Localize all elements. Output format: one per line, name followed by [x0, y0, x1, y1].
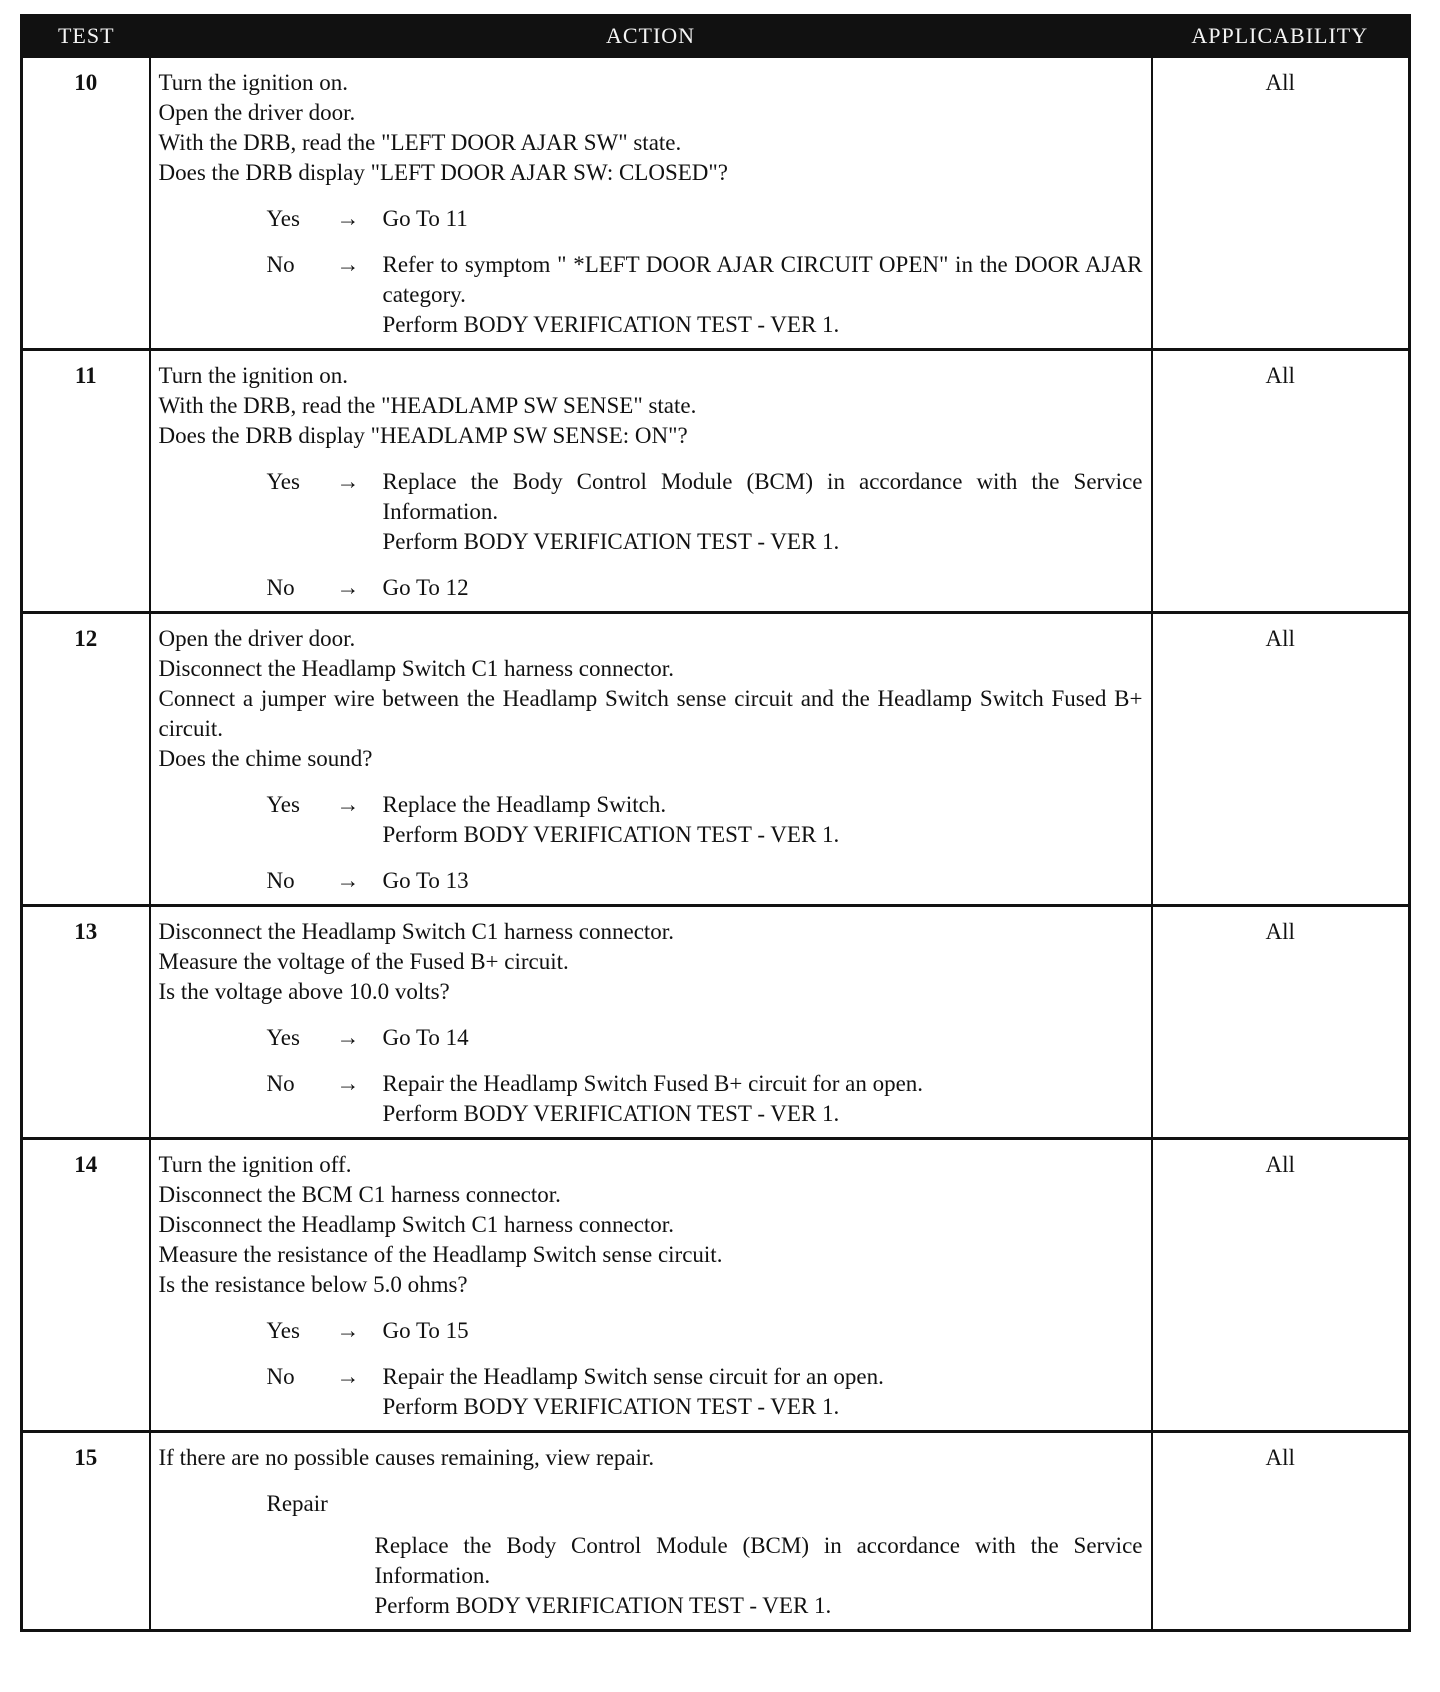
no-branch: [159, 1069, 1143, 1129]
result-line: Repair the Headlamp Switch sense circuit for an open.: [382, 1364, 884, 1389]
arrow-right-icon: →: [336, 1318, 360, 1343]
action-step: Measure the resistance of the Headlamp Switch sense circuit.: [158, 1242, 723, 1267]
table-row: [22, 613, 1410, 906]
action-step: Does the DRB display "LEFT DOOR AJAR SW: CLOSED"?: [158, 160, 729, 185]
action-cell: [150, 1139, 1152, 1432]
applicability-value: All: [1152, 1432, 1410, 1631]
action-step: Disconnect the Headlamp Switch C1 harness connector.: [158, 919, 674, 944]
repair-line: Perform BODY VERIFICATION TEST - VER 1.: [374, 1593, 832, 1618]
no-label: No: [266, 1364, 295, 1389]
applicability-value: All: [1152, 350, 1410, 613]
test-number: 12: [22, 613, 150, 906]
action-step: If there are no possible causes remaining, view repair.: [158, 1445, 655, 1470]
result-line: Refer to symptom " *LEFT DOOR AJAR CIRCUIT OPEN" in the DOOR AJAR category.: [382, 252, 1143, 307]
repair-label: Repair: [266, 1491, 328, 1516]
arrow-right-icon: →: [336, 1364, 360, 1389]
no-result: [383, 250, 1143, 340]
no-label: No: [266, 868, 295, 893]
applicability-value: All: [1152, 906, 1410, 1139]
yes-branch: [159, 790, 1143, 850]
result-line: Perform BODY VERIFICATION TEST - VER 1.: [382, 529, 840, 554]
action-cell: [150, 1432, 1152, 1631]
action-step: Open the driver door.: [158, 100, 356, 125]
yes-result: [383, 1316, 1143, 1346]
action-step: Is the resistance below 5.0 ohms?: [158, 1272, 468, 1297]
arrow-right-icon: →: [336, 252, 360, 277]
no-branch: [159, 1362, 1143, 1422]
test-number: 15: [22, 1432, 150, 1631]
yes-result: [383, 790, 1143, 850]
no-result: [383, 1362, 1143, 1422]
no-branch: [159, 866, 1143, 896]
action-cell: [150, 906, 1152, 1139]
result-line: Perform BODY VERIFICATION TEST - VER 1.: [382, 1394, 840, 1419]
yes-label: Yes: [266, 206, 300, 231]
action-cell: [150, 613, 1152, 906]
test-table: [20, 14, 1411, 1632]
action-step: Does the chime sound?: [158, 746, 373, 771]
arrow-right-icon: →: [336, 868, 360, 893]
yes-result: [383, 1023, 1143, 1053]
applicability-value: All: [1152, 1139, 1410, 1432]
no-label: No: [266, 575, 295, 600]
result-line: Perform BODY VERIFICATION TEST - VER 1.: [382, 1101, 840, 1126]
yes-result: [383, 204, 1143, 234]
applicability-value: All: [1152, 613, 1410, 906]
table-header-row: [22, 16, 1410, 57]
repair-body: [375, 1531, 1143, 1621]
header-test: TEST: [22, 16, 150, 57]
result-line: Go To 11: [382, 206, 468, 231]
yes-result: [383, 467, 1143, 557]
applicability-value: All: [1152, 57, 1410, 350]
table-row: [22, 57, 1410, 350]
table-row: [22, 1139, 1410, 1432]
result-line: Repair the Headlamp Switch Fused B+ circuit for an open.: [382, 1071, 924, 1096]
action-step: Turn the ignition on.: [158, 70, 349, 95]
diagnostic-test-table: [20, 14, 1408, 1632]
action-step: Disconnect the BCM C1 harness connector.: [158, 1182, 561, 1207]
table-row: [22, 350, 1410, 613]
no-branch: [159, 250, 1143, 340]
table-row: [22, 906, 1410, 1139]
no-label: No: [266, 1071, 295, 1096]
result-line: Replace the Headlamp Switch.: [382, 792, 667, 817]
no-result: [383, 1069, 1143, 1129]
yes-label: Yes: [266, 792, 300, 817]
action-step: Turn the ignition off.: [158, 1152, 352, 1177]
result-line: Perform BODY VERIFICATION TEST - VER 1.: [382, 822, 840, 847]
arrow-right-icon: →: [336, 792, 360, 817]
no-label: No: [266, 252, 295, 277]
yes-label: Yes: [266, 469, 300, 494]
arrow-right-icon: →: [336, 575, 360, 600]
yes-branch: [159, 1316, 1143, 1346]
arrow-right-icon: →: [336, 206, 360, 231]
header-applicability: APPLICABILITY: [1152, 16, 1410, 57]
no-result: [383, 866, 1143, 896]
arrow-right-icon: →: [336, 1071, 360, 1096]
action-step: With the DRB, read the "HEADLAMP SW SENSE" state.: [158, 393, 697, 418]
test-number: 11: [22, 350, 150, 613]
action-step: Is the voltage above 10.0 volts?: [158, 979, 450, 1004]
result-line: Go To 15: [382, 1318, 469, 1343]
yes-label: Yes: [266, 1318, 300, 1343]
no-result: [383, 573, 1143, 603]
yes-branch: [159, 204, 1143, 234]
action-step: Disconnect the Headlamp Switch C1 harness connector.: [158, 1212, 674, 1237]
action-step: Connect a jumper wire between the Headlamp Switch sense circuit and the Headlamp Switch Fused B+ circuit.: [158, 686, 1143, 741]
action-step: Disconnect the Headlamp Switch C1 harness connector.: [158, 656, 674, 681]
yes-branch: [159, 1023, 1143, 1053]
yes-label: Yes: [266, 1025, 300, 1050]
table-row: [22, 1432, 1410, 1631]
action-step: Open the driver door.: [158, 626, 356, 651]
action-cell: [150, 57, 1152, 350]
test-number: 10: [22, 57, 150, 350]
test-number: 13: [22, 906, 150, 1139]
no-branch: [159, 573, 1143, 603]
yes-branch: [159, 467, 1143, 557]
result-line: Go To 13: [382, 868, 469, 893]
result-line: Go To 14: [382, 1025, 469, 1050]
action-step: Does the DRB display "HEADLAMP SW SENSE: ON"?: [158, 423, 688, 448]
arrow-right-icon: →: [336, 469, 360, 494]
action-cell: [150, 350, 1152, 613]
result-line: Perform BODY VERIFICATION TEST - VER 1.: [382, 312, 840, 337]
action-step: With the DRB, read the "LEFT DOOR AJAR SW" state.: [158, 130, 682, 155]
action-step: Turn the ignition on.: [158, 363, 349, 388]
repair-line: Replace the Body Control Module (BCM) in accordance with the Service Information.: [374, 1533, 1143, 1588]
result-line: Go To 12: [382, 575, 469, 600]
header-action: ACTION: [150, 16, 1152, 57]
arrow-right-icon: →: [336, 1025, 360, 1050]
action-step: Measure the voltage of the Fused B+ circuit.: [158, 949, 569, 974]
result-line: Replace the Body Control Module (BCM) in accordance with the Service Information.: [382, 469, 1143, 524]
test-number: 14: [22, 1139, 150, 1432]
